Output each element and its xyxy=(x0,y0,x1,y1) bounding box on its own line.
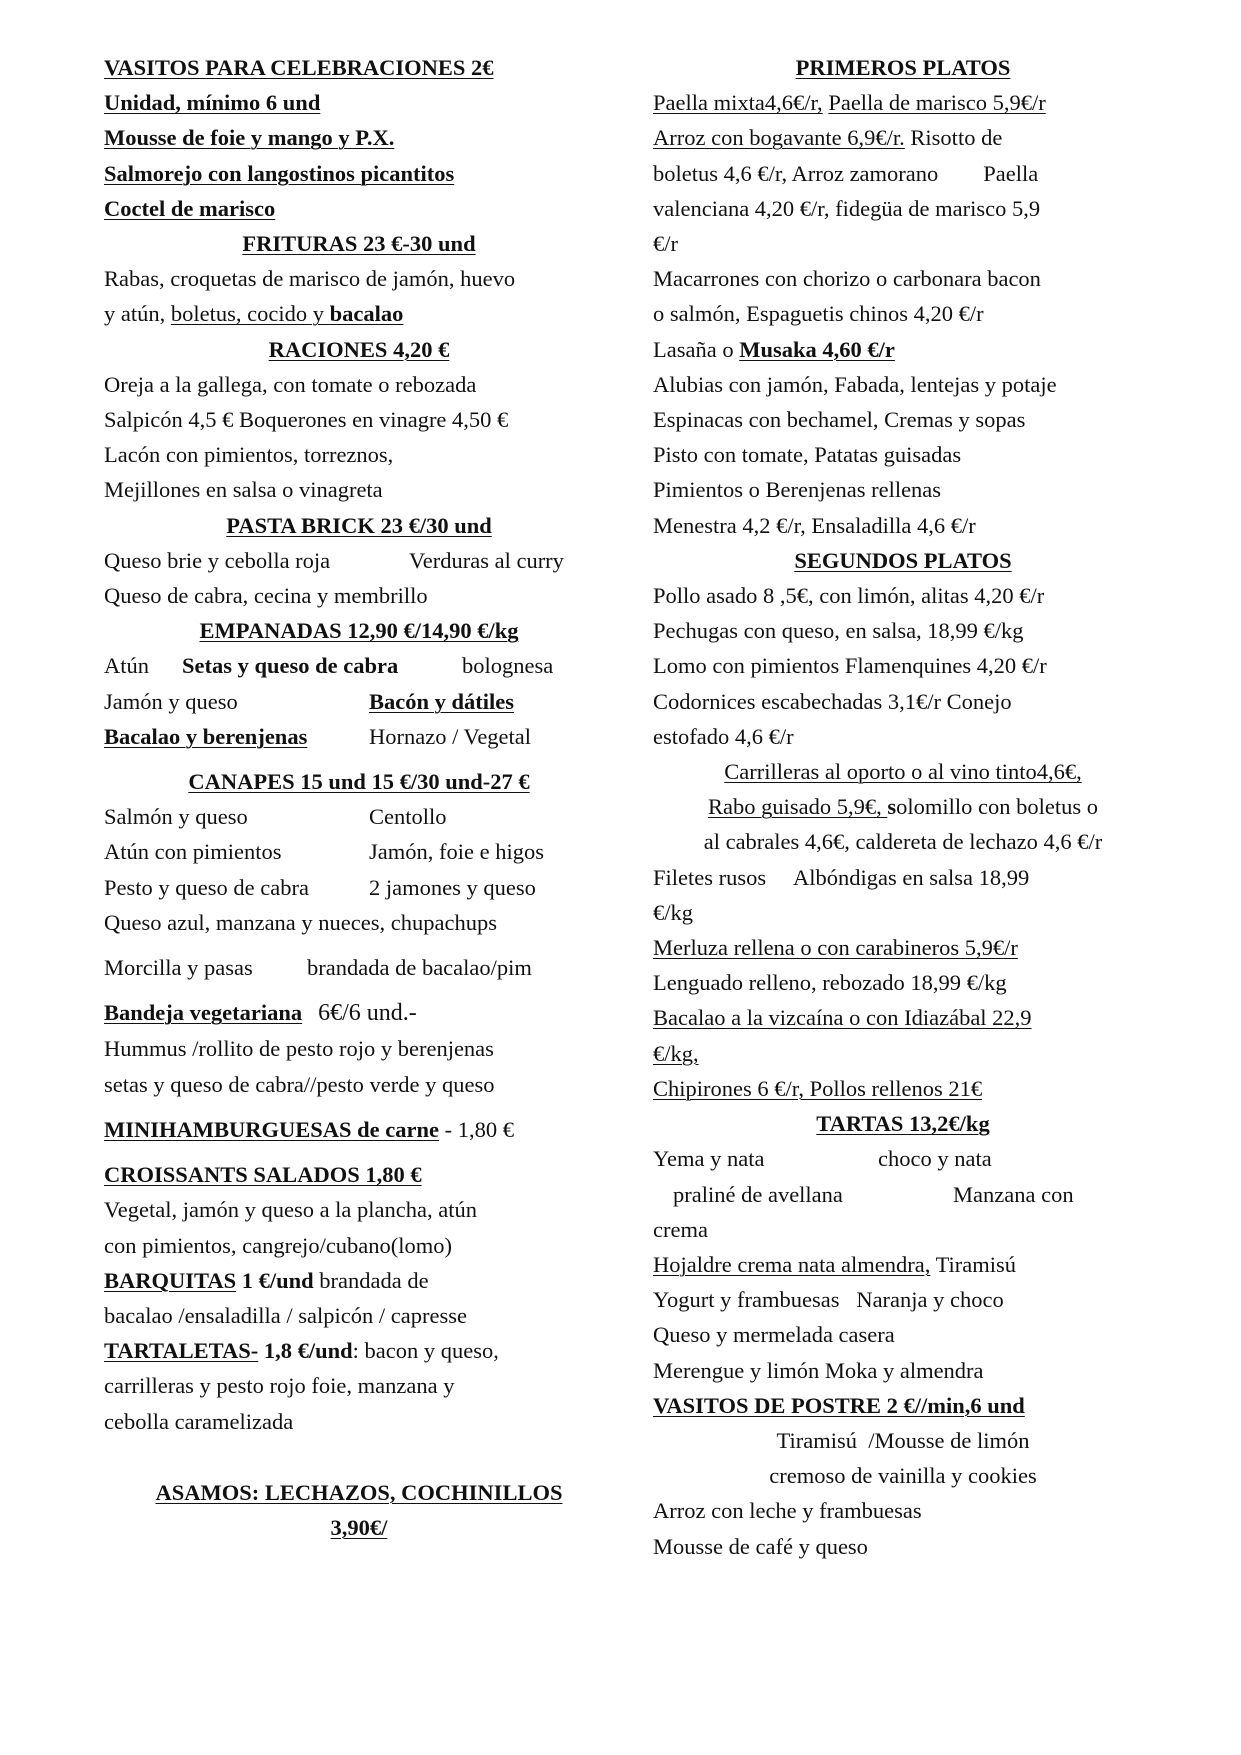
pasta-brick-line: Queso de cabra, cecina y membrillo xyxy=(104,583,428,609)
lasana: Lasaña o xyxy=(653,336,740,362)
empanada-item: Hornazo / Vegetal xyxy=(369,723,532,749)
segundos-title: SEGUNDOS PLATOS xyxy=(794,547,1012,573)
empanada-item: bolognesa xyxy=(462,653,554,679)
barquitas-title: BARQUITAS xyxy=(104,1267,237,1293)
primeros-line: Menestra 4,2 €/r, Ensaladilla 4,6 €/r xyxy=(653,512,976,538)
segundos-line: Filetes rusos Albóndigas en salsa 18,99 xyxy=(653,864,1030,890)
primeros-title: PRIMEROS PLATOS xyxy=(795,55,1011,80)
tartas-row: Merengue y limón Moka y almendra xyxy=(653,1357,984,1383)
canapes-title: CANAPES 15 und 15 €/30 und-27 € xyxy=(188,769,530,795)
vasitos-unidad: Unidad, mínimo 6 und xyxy=(104,90,321,116)
arroz-bogavante: Arroz con bogavante 6,9€/r. xyxy=(653,125,905,151)
carrilleras: Carrilleras al oporto o al vino tinto4,6€, xyxy=(724,759,1082,785)
frituras-text: y atún, xyxy=(104,301,171,327)
paella-marisco: Paella de marisco 5,9€/r xyxy=(828,90,1046,116)
vasitos-postre-line: Mousse de café y queso xyxy=(653,1533,868,1559)
tartas-row: Yogurt y frambuesas Naranja y choco xyxy=(653,1287,1004,1313)
segundos-line: Merluza rellena o con carabineros 5,9€/r xyxy=(653,935,1018,961)
pasta-brick-line xyxy=(104,543,614,578)
tartas-row: Queso y mermelada casera xyxy=(653,1322,895,1348)
barquitas-line xyxy=(104,1263,614,1298)
empanadas-row xyxy=(104,648,614,683)
canape-item: Centollo xyxy=(369,804,447,830)
vasitos-celebraciones-title: VASITOS PARA CELEBRACIONES 2€ xyxy=(104,55,494,80)
tartas-title: TARTAS 13,2€/kg xyxy=(816,1111,990,1137)
canape-item: brandada de bacalao/pim xyxy=(307,955,532,981)
primeros-line: Espinacas con bechamel, Cremas y sopas xyxy=(653,407,1026,433)
minihamburguesas-price: - 1,80 € xyxy=(439,1116,514,1142)
vasitos-postre-line: Arroz con leche y frambuesas xyxy=(653,1498,922,1524)
tartaletas-title: TARTALETAS- xyxy=(104,1338,259,1364)
rabo-guisado: Rabo guisado 5,9€, xyxy=(707,794,888,820)
tarta-item: praliné de avellana xyxy=(673,1181,843,1207)
primeros-line: Macarrones con chorizo o carbonara bacon xyxy=(653,266,1041,292)
segundos-line: estofado 4,6 €/r xyxy=(653,723,794,749)
canape-item: Jamón, foie e higos xyxy=(369,839,544,865)
raciones-line: Oreja a la gallega, con tomate o rebozada xyxy=(104,371,477,397)
canape-item: 2 jamones y queso xyxy=(369,874,536,900)
segundos-line: €/kg xyxy=(653,899,694,925)
tartas-row xyxy=(653,1141,1153,1176)
canapes-row xyxy=(104,799,614,834)
primeros-line: boletus 4,6 €/r, Arroz zamorano Paella xyxy=(653,160,1039,186)
primeros-line: Alubias con jamón, Fabada, lentejas y potaje xyxy=(653,371,1057,397)
raciones-line: Lacón con pimientos, torreznos, xyxy=(104,442,394,468)
frituras-boletus: boletus, cocido y xyxy=(170,301,330,327)
segundos-line: Pechugas con queso, en salsa, 18,99 €/kg xyxy=(653,618,1024,644)
segundos-line: Bacalao a la vizcaína o con Idiazábal 22,9 xyxy=(653,1005,1032,1031)
raciones-line: Mejillones en salsa o vinagreta xyxy=(104,477,383,503)
primeros-line: o salmón, Espaguetis chinos 4,20 €/r xyxy=(653,301,984,327)
vasitos-postre-line: cremoso de vainilla y cookies xyxy=(769,1463,1037,1489)
raciones-title: RACIONES 4,20 € xyxy=(268,336,450,362)
empanada-item: Bacalao y berenjenas xyxy=(104,723,308,749)
empanadas-row xyxy=(104,719,614,754)
barquitas-text: brandada de xyxy=(313,1267,429,1293)
tarta-item: Manzana con xyxy=(953,1181,1074,1207)
tiramisu: Tiramisú xyxy=(930,1251,1017,1277)
barquitas-price: 1 €/und xyxy=(236,1267,314,1293)
tartas-row xyxy=(653,1247,1153,1282)
segundos-line: Pollo asado 8 ,5€, con limón, alitas 4,20 €/r xyxy=(653,583,1045,609)
tartaletas-price: 1,8 €/und xyxy=(258,1338,353,1364)
barquitas-line: bacalao /ensaladilla / salpicón / capresse xyxy=(104,1302,467,1328)
pasta-item: Verduras al curry xyxy=(409,547,564,573)
primeros-line: Pisto con tomate, Patatas guisadas xyxy=(653,442,962,468)
tartaletas-text: : bacon y queso, xyxy=(352,1338,499,1364)
canape-item: Salmón y queso xyxy=(104,804,248,830)
empanada-item: Bacón y dátiles xyxy=(369,688,515,714)
canape-item: Pesto y queso de cabra xyxy=(104,874,309,900)
frituras-line: Rabas, croquetas de marisco de jamón, huevo xyxy=(104,266,516,292)
canapes-line xyxy=(104,950,614,985)
solomillo: olomillo con boletus o xyxy=(896,794,1098,820)
asamos-price: 3,90€/ xyxy=(330,1514,388,1540)
paella-mixta: Paella mixta4,6€/r, xyxy=(653,90,823,116)
segundos-line: al cabrales 4,6€, caldereta de lechazo 4,6 €/r xyxy=(703,829,1103,855)
bandeja-line: setas y queso de cabra//pesto verde y queso xyxy=(104,1071,495,1097)
empanada-item: Setas y queso de cabra xyxy=(182,653,399,679)
musaka: Musaka 4,60 €/r xyxy=(739,336,895,362)
asamos-title: ASAMOS: LECHAZOS, COCHINILLOS xyxy=(155,1479,563,1505)
segundos-line: Chipirones 6 €/r, Pollos rellenos 21€ xyxy=(653,1075,983,1101)
primeros-line: Pimientos o Berenjenas rellenas xyxy=(653,477,942,503)
canapes-row xyxy=(104,834,614,869)
frituras-title: FRITURAS 23 €-30 und xyxy=(242,231,476,257)
tartas-row xyxy=(653,1177,1153,1212)
croissants-line: Vegetal, jamón y queso a la plancha, atún xyxy=(104,1197,477,1223)
vasitos-postre-line: Tiramisú /Mousse de limón xyxy=(776,1427,1030,1453)
frituras-bacalao: bacalao xyxy=(329,301,404,327)
canape-item: Morcilla y pasas xyxy=(104,955,253,981)
primeros-line xyxy=(653,332,1153,367)
tarta-item: choco y nata xyxy=(878,1146,992,1172)
tartas-row: crema xyxy=(653,1216,708,1242)
tarta-item: Yema y nata xyxy=(653,1146,765,1172)
primeros-line: €/r xyxy=(653,231,678,257)
bandeja-title: Bandeja vegetariana xyxy=(104,1000,303,1026)
tartaletas-line: cebolla caramelizada xyxy=(104,1408,294,1434)
segundos-line xyxy=(653,754,1153,789)
tartaletas-line xyxy=(104,1333,614,1368)
segundos-line xyxy=(653,789,1153,824)
primeros-line: valenciana 4,20 €/r, fidegüa de marisco 5,9 xyxy=(653,195,1041,221)
left-column xyxy=(104,50,614,1545)
risotto: Risotto de xyxy=(904,125,1003,151)
canapes-line: Queso azul, manzana y nueces, chupachups xyxy=(104,909,497,935)
pasta-brick-title: PASTA BRICK 23 €/30 und xyxy=(226,512,492,538)
croissants-line: con pimientos, cangrejo/cubano(lomo) xyxy=(104,1232,453,1258)
right-column xyxy=(653,50,1153,1564)
croissants-title: CROISSANTS SALADOS 1,80 € xyxy=(104,1162,422,1188)
vasitos-postre-title: VASITOS DE POSTRE 2 €//min,6 und xyxy=(653,1392,1025,1418)
canape-item: Atún con pimientos xyxy=(104,839,282,865)
minihamburguesas-title: MINIHAMBURGUESAS de carne xyxy=(104,1116,439,1142)
segundos-line: Lomo con pimientos Flamenquines 4,20 €/r xyxy=(653,653,1047,679)
hojaldre: Hojaldre crema nata almendra, xyxy=(653,1251,931,1277)
empanada-item: Atún xyxy=(104,653,149,679)
empanadas-title: EMPANADAS 12,90 €/14,90 €/kg xyxy=(199,618,519,644)
solomillo-initial: s xyxy=(887,794,897,820)
segundos-line: Lenguado relleno, rebozado 18,99 €/kg xyxy=(653,970,1007,996)
empanada-item: Jamón y queso xyxy=(104,688,238,714)
tartaletas-line: carrilleras y pesto rojo foie, manzana y xyxy=(104,1373,455,1399)
bandeja-line: Hummus /rollito de pesto rojo y berenjenas xyxy=(104,1036,494,1062)
minihamburguesas-line xyxy=(104,1112,614,1147)
vasitos-item: Mousse de foie y mango y P.X. xyxy=(104,125,395,151)
segundos-line: Codornices escabechadas 3,1€/r Conejo xyxy=(653,688,1012,714)
primeros-line xyxy=(653,85,1153,120)
frituras-line xyxy=(104,296,614,331)
vasitos-item: Salmorejo con langostinos picantitos xyxy=(104,160,455,186)
primeros-line xyxy=(653,120,1153,155)
empanadas-row xyxy=(104,684,614,719)
bandeja-price: 6€/6 und.- xyxy=(318,1000,417,1027)
canapes-row xyxy=(104,870,614,905)
pasta-item: Queso brie y cebolla roja xyxy=(104,547,331,573)
bandeja-title-line xyxy=(104,995,614,1031)
raciones-line: Salpicón 4,5 € Boquerones en vinagre 4,50 € xyxy=(104,407,509,433)
segundos-line: €/kg, xyxy=(653,1040,699,1066)
vasitos-item: Coctel de marisco xyxy=(104,195,276,221)
